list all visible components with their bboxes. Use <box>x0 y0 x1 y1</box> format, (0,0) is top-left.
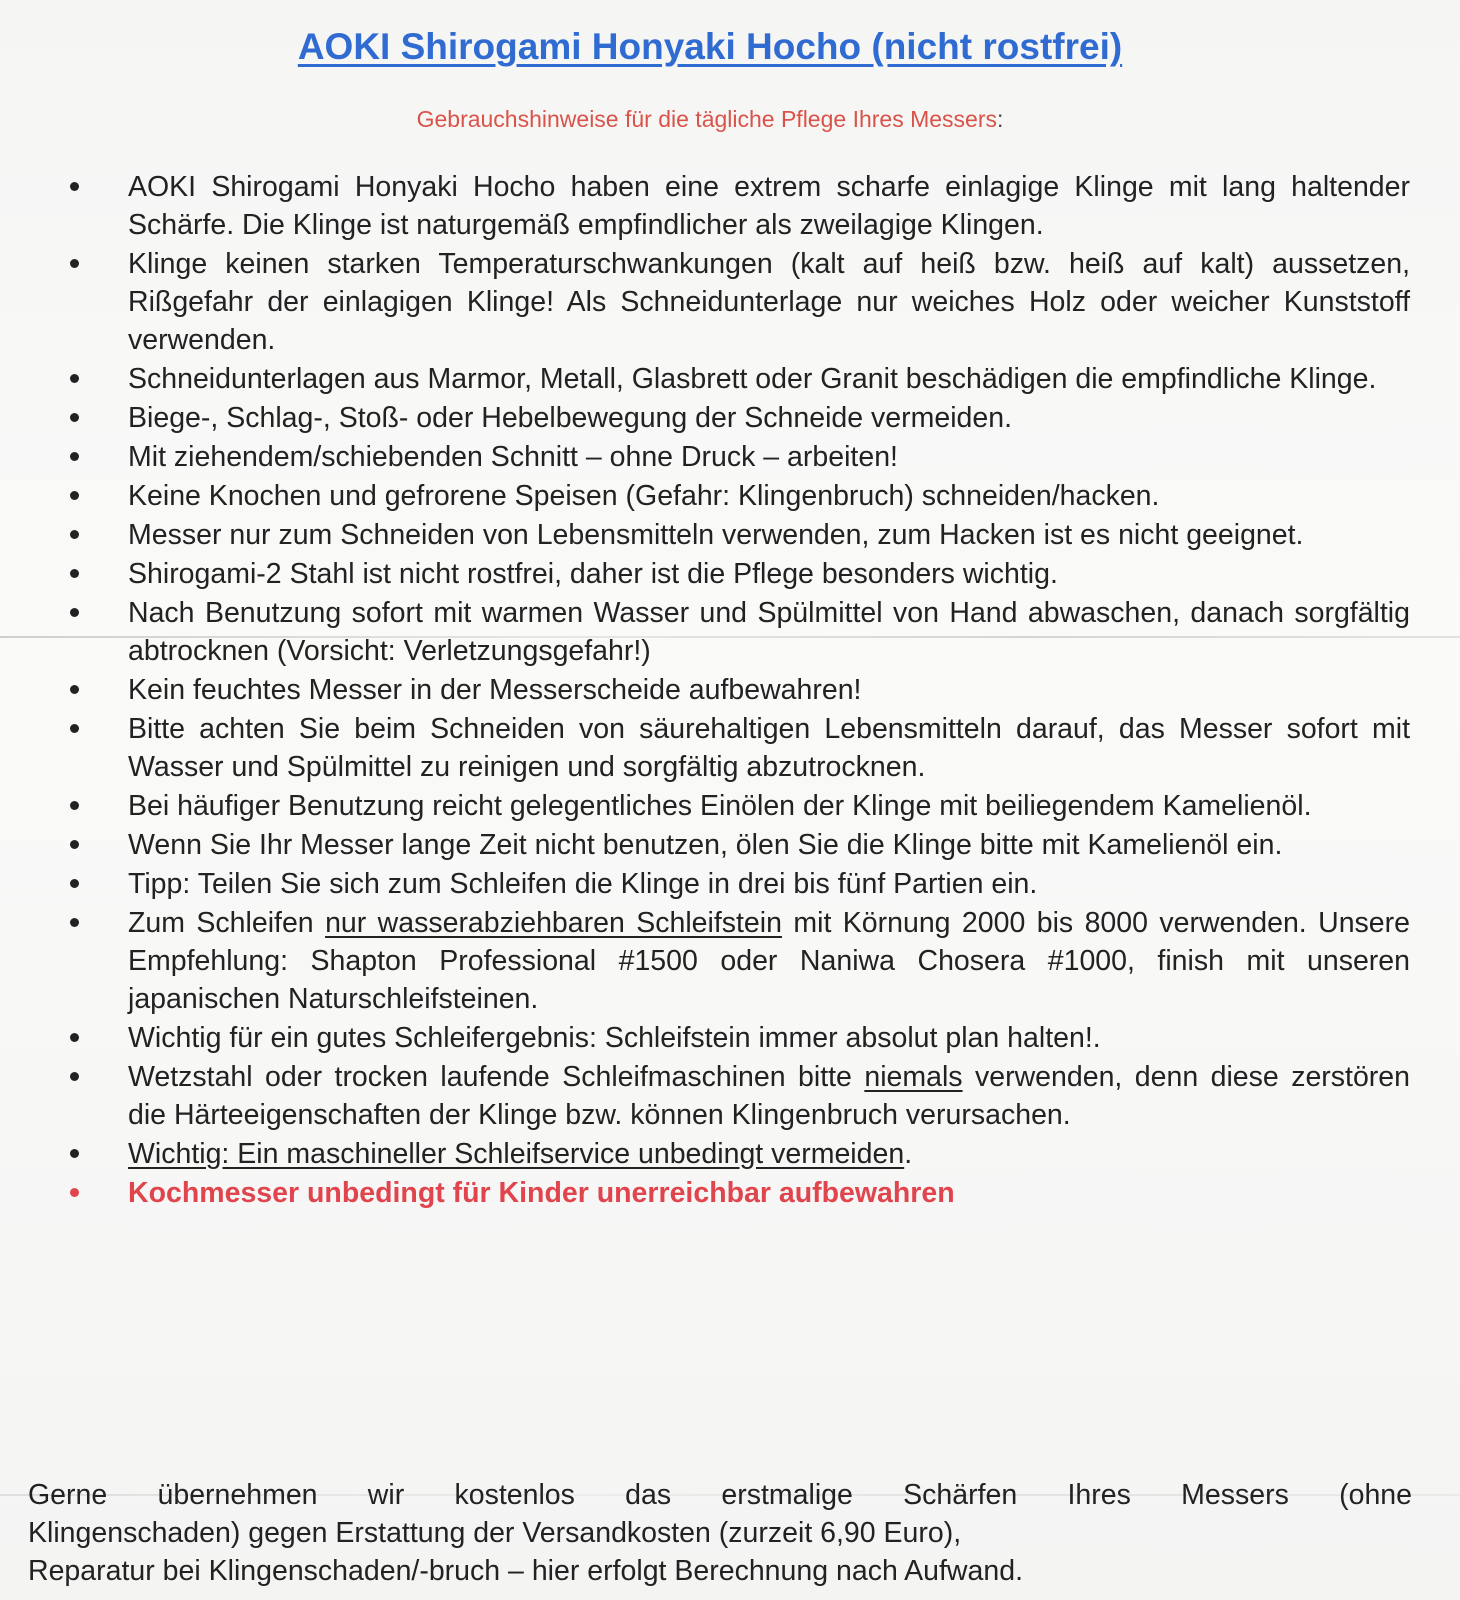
list-item <box>70 555 1410 593</box>
list-item-wetzstahl <box>70 1058 1410 1134</box>
list-item <box>70 787 1410 825</box>
list-item <box>70 516 1410 554</box>
list-item-text: Wichtig für ein gutes Schleifergebnis: Schleifstein immer absolut plan halten!. <box>128 1022 1101 1054</box>
bullet-icon <box>70 1033 79 1042</box>
bullet-icon <box>70 608 79 617</box>
list-item <box>70 477 1410 515</box>
list-item <box>70 245 1410 359</box>
list-item-text: Tipp: Teilen Sie sich zum Schleifen die Klinge in drei bis fünf Partien ein. <box>128 868 1038 900</box>
footer-line: Reparatur bei Klingenschaden/-bruch – hier erfolgt Berechnung nach Aufwand. <box>28 1555 1023 1587</box>
list-item <box>70 826 1410 864</box>
bullet-icon <box>70 801 79 810</box>
list-item-text: Bitte achten Sie beim Schneiden von säurehaltigen Lebensmitteln darauf, das Messer sofort mit Wasser und Spülmittel zu reinigen und sorgfältig abzutrocknen. <box>128 713 1410 783</box>
bullet-icon <box>70 452 79 461</box>
bullet-icon <box>70 685 79 694</box>
list-item-text: Biege-, Schlag-, Stoß- oder Hebelbewegung der Schneide vermeiden. <box>128 402 1013 434</box>
list-item <box>70 168 1410 244</box>
bullet-icon <box>70 259 79 268</box>
underlined-text: niemals <box>864 1061 963 1093</box>
list-item <box>70 671 1410 709</box>
list-item-text: Bei häufiger Benutzung reicht gelegentliches Einölen der Klinge mit beiliegendem Kamelienöl. <box>128 790 1312 822</box>
list-item-text: AOKI Shirogami Honyaki Hocho haben eine extrem scharfe einlagige Klinge mit lang haltender Schärfe. Die Klinge ist naturgemäß empfindlicher als zweilagige Klingen. <box>128 171 1410 241</box>
bullet-icon <box>70 413 79 422</box>
bullet-icon <box>70 182 79 191</box>
document-subtitle <box>0 106 1420 133</box>
list-item-service <box>70 1135 1410 1173</box>
document-title: AOKI Shirogami Honyaki Hocho (nicht rostfrei) <box>297 26 1123 67</box>
bullet-icon <box>70 918 79 927</box>
list-item-text: Messer nur zum Schneiden von Lebensmitteln verwenden, zum Hacken ist es nicht geeignet. <box>128 519 1304 551</box>
bullet-icon <box>70 530 79 539</box>
list-item-text: Wetzstahl oder trocken laufende Schleifmaschinen bitte <box>128 1061 865 1093</box>
bullet-icon <box>70 840 79 849</box>
footer-line: Klingenschaden) gegen Erstattung der Versandkosten (zurzeit 6,90 Euro), <box>28 1517 962 1549</box>
underlined-text: nur wasserabziehbaren Schleifstein <box>325 907 782 939</box>
list-item-text: verwenden, denn diese zerstören die Härteeigenschaften der Klinge bzw. können Klingenbruch verursachen. <box>128 1061 1411 1131</box>
bullet-icon <box>70 491 79 500</box>
list-item-text: Wenn Sie Ihr Messer lange Zeit nicht benutzen, ölen Sie die Klinge bitte mit Kamelienöl ein. <box>128 829 1283 861</box>
bullet-icon <box>70 1072 79 1081</box>
list-item <box>70 399 1410 437</box>
list-item <box>70 594 1410 670</box>
list-item-text: mit Körnung 2000 bis 8000 verwenden. Unsere Empfehlung: Shapton Professional #1500 oder Naniwa Chosera #1000, finish mit unseren japanischen Naturschleifsteinen. <box>128 907 1411 1015</box>
list-item <box>70 438 1410 476</box>
bullet-icon <box>70 1188 79 1197</box>
warning-text: Kochmesser unbedingt für Kinder unerreichbar aufbewahren <box>128 1177 955 1209</box>
list-item <box>70 1019 1410 1057</box>
list-item-text: Keine Knochen und gefrorene Speisen (Gefahr: Klingenbruch) schneiden/hacken. <box>128 480 1160 512</box>
list-item-text: . <box>904 1138 913 1170</box>
list-item-warning <box>70 1174 1410 1212</box>
list-item-text: Mit ziehendem/schiebenden Schnitt – ohne Druck – arbeiten! <box>128 441 898 473</box>
list-item <box>70 865 1410 903</box>
bullet-icon <box>70 374 79 383</box>
subtitle-colon: : <box>997 106 1004 132</box>
footer-note <box>28 1476 1412 1590</box>
bullet-icon <box>70 724 79 733</box>
underlined-text: Wichtig: Ein maschineller Schleifservice unbedingt vermeiden <box>128 1138 905 1170</box>
list-item-text: Klinge keinen starken Temperaturschwankungen (kalt auf heiß bzw. heiß auf kalt) aussetzen, Rißgefahr der einlagigen Klinge! Als Schneidunterlage nur weiches Holz oder weicher Kunststoff verwenden. <box>128 248 1410 356</box>
bullet-icon <box>70 879 79 888</box>
care-instructions-list <box>70 168 1410 1213</box>
bullet-icon <box>70 569 79 578</box>
list-item-grinding-stone <box>70 904 1410 1018</box>
list-item-text: Shirogami-2 Stahl ist nicht rostfrei, daher ist die Pflege besonders wichtig. <box>128 558 1058 590</box>
subtitle-text: Gebrauchshinweise für die tägliche Pflege Ihres Messers <box>416 106 997 132</box>
list-item <box>70 710 1410 786</box>
bullet-icon <box>70 1149 79 1158</box>
list-item-text: Zum Schleifen <box>128 907 326 939</box>
list-item-text: Nach Benutzung sofort mit warmen Wasser und Spülmittel von Hand abwaschen, danach sorgfältig abtrocknen (Vorsicht: Verletzungsgefahr!) <box>128 597 1410 667</box>
list-item <box>70 360 1410 398</box>
footer-line: Gerne übernehmen wir kostenlos das erstmalige Schärfen Ihres Messers (ohne <box>28 1479 1412 1511</box>
list-item-text: Kein feuchtes Messer in der Messerscheide aufbewahren! <box>128 674 862 706</box>
list-item-text: Schneidunterlagen aus Marmor, Metall, Glasbrett oder Granit beschädigen die empfindliche Klinge. <box>128 363 1377 395</box>
